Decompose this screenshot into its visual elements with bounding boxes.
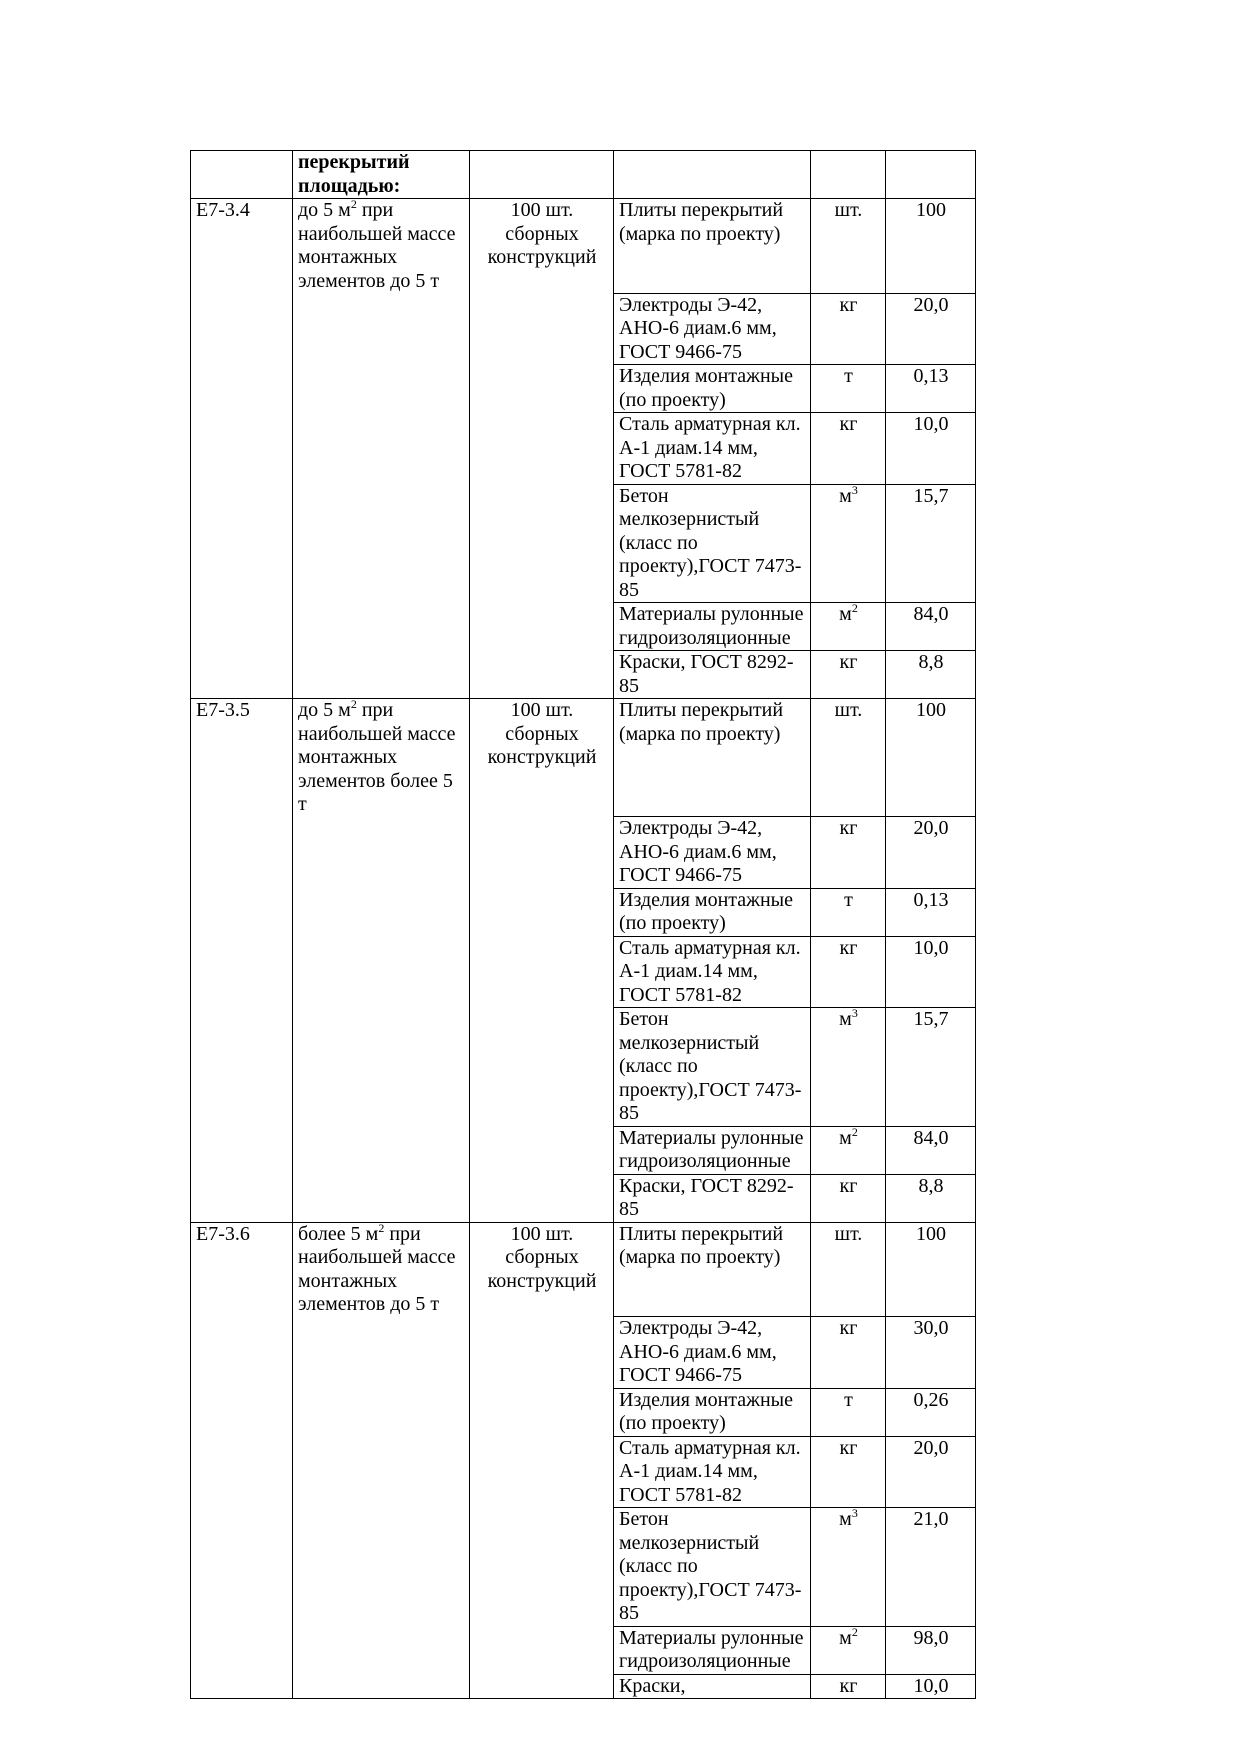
section-title-line-1: перекрытий (298, 151, 410, 173)
header-value-cell (886, 151, 976, 199)
material-name: Сталь арматурная кл. А-1 диам.14 мм, ГОСТ 5781-82 (614, 1436, 811, 1508)
material-unit (811, 1317, 886, 1389)
measure-unit: 100 шт. сборных конструкций (487, 199, 597, 268)
norm-description-cell (293, 1436, 470, 1508)
description-text: при наибольшей массе монтажных элементов более 5 т (298, 699, 456, 815)
header-meter-cell (470, 151, 614, 199)
table-row (191, 817, 976, 889)
measure-unit-cell (470, 1317, 614, 1389)
measure-unit-cell (470, 199, 614, 294)
table-row (191, 1008, 976, 1127)
material-unit (811, 603, 886, 651)
norm-code-cell (191, 484, 293, 603)
table-row (191, 699, 976, 817)
material-name: Сталь арматурная кл. А-1 диам.14 мм, ГОСТ 5781-82 (614, 413, 811, 485)
material-value: 8,8 (886, 651, 976, 699)
material-unit (811, 1674, 886, 1699)
table-row (191, 1126, 976, 1174)
norm-description-cell (293, 413, 470, 485)
norm-code: Е7-3.4 (196, 199, 250, 221)
material-unit-text: шт. (834, 1222, 863, 1245)
material-name: Электроды Э-42, АНО-6 диам.6 мм, ГОСТ 9466-75 (614, 293, 811, 365)
norm-code-cell (191, 1317, 293, 1389)
material-unit-text: шт. (834, 699, 863, 721)
material-name: Плиты перекрытий (марка по проекту) (614, 199, 811, 294)
material-value: 20,0 (886, 1436, 976, 1508)
measure-unit-cell (470, 1508, 614, 1627)
norm-code-cell (191, 699, 293, 817)
material-name: Краски, ГОСТ 8292-85 (614, 1174, 811, 1222)
norm-code-cell (191, 651, 293, 699)
norm-code-cell (191, 817, 293, 889)
norm-code-cell (191, 1008, 293, 1127)
material-value: 0,26 (886, 1388, 976, 1436)
material-unit-text: кг (839, 817, 858, 839)
measure-unit: 100 шт. сборных конструкций (487, 699, 597, 768)
measure-unit-cell (470, 484, 614, 603)
table-row (191, 484, 976, 603)
material-unit-text: т (844, 1388, 853, 1411)
measure-unit-cell (470, 293, 614, 365)
material-name: Материалы рулонные гидроизоляционные (614, 1126, 811, 1174)
table-row (191, 1222, 976, 1317)
table-row (191, 651, 976, 699)
description-superscript: 2 (350, 697, 357, 711)
norm-code-cell (191, 1674, 293, 1699)
material-value: 100 (886, 1222, 976, 1317)
material-name: Изделия монтажные (по проекту) (614, 365, 811, 413)
description-text: более 5 м (298, 1222, 379, 1245)
norm-description-cell (293, 1674, 470, 1699)
norm-code-cell (191, 199, 293, 294)
norm-code-cell (191, 293, 293, 365)
material-unit-text: кг (839, 1674, 858, 1697)
norm-description-cell (293, 199, 470, 294)
description-text: при наибольшей массе монтажных элементов до 5 т (298, 199, 456, 292)
material-unit (811, 1508, 886, 1627)
norm-description-cell (293, 936, 470, 1008)
table-row (191, 413, 976, 485)
material-name: Электроды Э-42, АНО-6 диам.6 мм, ГОСТ 9466-75 (614, 1317, 811, 1389)
table-row (191, 293, 976, 365)
material-unit (811, 199, 886, 294)
measure-unit-cell (470, 1436, 614, 1508)
material-unit (811, 1126, 886, 1174)
measure-unit-cell (470, 1174, 614, 1222)
measure-unit-cell (470, 1008, 614, 1127)
material-unit-text: кг (839, 1436, 858, 1459)
material-unit-text: кг (839, 651, 858, 673)
material-name: Бетон мелкозернистый (класс по проекту),ГОСТ 7473-85 (614, 1508, 811, 1627)
material-unit-text: кг (839, 293, 858, 316)
measure-unit-cell (470, 1388, 614, 1436)
material-value: 15,7 (886, 1008, 976, 1127)
material-value: 0,13 (886, 888, 976, 936)
material-unit (811, 936, 886, 1008)
material-value: 84,0 (886, 603, 976, 651)
material-name: Бетон мелкозернистый (класс по проекту),ГОСТ 7473-85 (614, 1008, 811, 1127)
material-unit-superscript: 2 (851, 1124, 858, 1139)
measure-unit-cell (470, 365, 614, 413)
material-unit (811, 1222, 886, 1317)
material-name: Материалы рулонные гидроизоляционные (614, 603, 811, 651)
material-value: 98,0 (886, 1626, 976, 1674)
norm-description-cell (293, 1508, 470, 1627)
material-name: Плиты перекрытий (марка по проекту) (614, 1222, 811, 1317)
material-unit (811, 1626, 886, 1674)
norm-code-cell (191, 1626, 293, 1674)
material-unit (811, 1008, 886, 1127)
material-value: 10,0 (886, 936, 976, 1008)
material-value: 10,0 (886, 1674, 976, 1699)
norm-code: Е7-3.6 (196, 1222, 250, 1245)
material-value: 20,0 (886, 293, 976, 365)
material-name: Сталь арматурная кл. А-1 диам.14 мм, ГОСТ 5781-82 (614, 936, 811, 1008)
material-unit-text: м (839, 1126, 852, 1149)
table-row (191, 1626, 976, 1674)
material-value: 21,0 (886, 1508, 976, 1627)
description-text: до 5 м (298, 199, 351, 221)
material-name: Краски, ГОСТ 8292-85 (614, 651, 811, 699)
norm-code-cell (191, 1126, 293, 1174)
norms-table-body (191, 151, 976, 1699)
table-row (191, 1508, 976, 1627)
measure-unit-cell (470, 1222, 614, 1317)
norm-code-cell (191, 1436, 293, 1508)
norm-description-cell (293, 1388, 470, 1436)
material-unit-text: кг (839, 936, 858, 959)
material-unit-superscript: 2 (851, 601, 858, 615)
material-unit (811, 888, 886, 936)
norm-code-cell (191, 365, 293, 413)
description-text: при наибольшей массе монтажных элементов до 5 т (298, 1222, 456, 1315)
norm-code-cell (191, 413, 293, 485)
material-name: Краски, (614, 1674, 811, 1699)
table-row (191, 365, 976, 413)
material-value: 15,7 (886, 484, 976, 603)
material-unit-text: м (839, 1008, 852, 1030)
measure-unit-cell (470, 603, 614, 651)
material-name: Материалы рулонные гидроизоляционные (614, 1626, 811, 1674)
material-unit (811, 699, 886, 817)
measure-unit-cell (470, 888, 614, 936)
norm-code-cell (191, 888, 293, 936)
section-title-line-2: площадью: (298, 174, 401, 197)
measure-unit-cell (470, 413, 614, 485)
norm-description-cell (293, 1317, 470, 1389)
material-unit (811, 1436, 886, 1508)
table-row (191, 199, 976, 294)
norm-description-cell (293, 365, 470, 413)
material-value: 30,0 (886, 1317, 976, 1389)
norm-code-cell (191, 936, 293, 1008)
material-unit-text: м (839, 603, 852, 625)
measure-unit-cell (470, 699, 614, 817)
material-name: Электроды Э-42, АНО-6 диам.6 мм, ГОСТ 9466-75 (614, 817, 811, 889)
material-unit (811, 413, 886, 485)
norm-code-cell (191, 1508, 293, 1627)
material-unit-superscript: 2 (851, 1624, 858, 1639)
header-material-cell (614, 151, 811, 199)
header-unit-cell (811, 151, 886, 199)
measure-unit-cell (470, 817, 614, 889)
norm-description-cell (293, 484, 470, 603)
measure-unit: 100 шт. сборных конструкций (487, 1222, 597, 1292)
norm-description-cell (293, 651, 470, 699)
material-unit (811, 651, 886, 699)
norm-description-cell (293, 699, 470, 817)
table-row (191, 1317, 976, 1389)
material-unit (811, 365, 886, 413)
material-name: Изделия монтажные (по проекту) (614, 888, 811, 936)
norms-table (190, 150, 976, 1699)
table-row (191, 603, 976, 651)
norm-code-cell (191, 603, 293, 651)
material-unit-text: кг (839, 413, 858, 435)
norm-description-cell (293, 1626, 470, 1674)
norm-description-cell (293, 293, 470, 365)
header-code-cell (191, 151, 293, 199)
material-unit-text: т (844, 888, 853, 911)
material-unit-superscript: 3 (851, 1006, 858, 1020)
table-row (191, 1174, 976, 1222)
table-row (191, 1674, 976, 1699)
material-value: 84,0 (886, 1126, 976, 1174)
norm-code-cell (191, 1388, 293, 1436)
norm-description-cell (293, 1126, 470, 1174)
material-unit (811, 293, 886, 365)
material-name: Изделия монтажные (по проекту) (614, 1388, 811, 1436)
measure-unit-cell (470, 1126, 614, 1174)
material-name: Плиты перекрытий (марка по проекту) (614, 699, 811, 817)
table-row (191, 936, 976, 1008)
material-value: 0,13 (886, 365, 976, 413)
section-title (293, 151, 470, 199)
material-value: 100 (886, 699, 976, 817)
norm-description-cell (293, 1222, 470, 1317)
norm-code-cell (191, 1174, 293, 1222)
description-superscript: 2 (378, 1220, 385, 1235)
material-value: 20,0 (886, 817, 976, 889)
material-unit-text: м (839, 1626, 852, 1649)
material-unit-text: кг (839, 1174, 858, 1197)
description-text: до 5 м (298, 699, 351, 721)
norm-description-cell (293, 1174, 470, 1222)
material-unit-text: шт. (834, 199, 863, 221)
norm-description-cell (293, 888, 470, 936)
material-unit-text: м (839, 484, 852, 507)
norm-code: Е7-3.5 (196, 699, 250, 721)
description-superscript: 2 (350, 197, 357, 211)
material-unit (811, 817, 886, 889)
material-unit-text: кг (839, 1317, 858, 1339)
material-unit-text: т (844, 365, 853, 387)
table-row (191, 1388, 976, 1436)
table-row (191, 1436, 976, 1508)
norm-code-cell (191, 1222, 293, 1317)
measure-unit-cell (470, 1626, 614, 1674)
measure-unit-cell (470, 651, 614, 699)
table-row (191, 888, 976, 936)
material-unit-superscript: 3 (851, 1506, 858, 1520)
material-unit-superscript: 3 (851, 482, 858, 497)
material-value: 10,0 (886, 413, 976, 485)
norm-description-cell (293, 1008, 470, 1127)
material-value: 8,8 (886, 1174, 976, 1222)
material-name: Бетон мелкозернистый (класс по проекту),ГОСТ 7473-85 (614, 484, 811, 603)
material-unit (811, 484, 886, 603)
measure-unit-cell (470, 1674, 614, 1699)
measure-unit-cell (470, 936, 614, 1008)
norm-description-cell (293, 817, 470, 889)
material-value: 100 (886, 199, 976, 294)
header-row (191, 151, 976, 199)
material-unit (811, 1174, 886, 1222)
norm-description-cell (293, 603, 470, 651)
material-unit (811, 1388, 886, 1436)
material-unit-text: м (839, 1508, 852, 1530)
